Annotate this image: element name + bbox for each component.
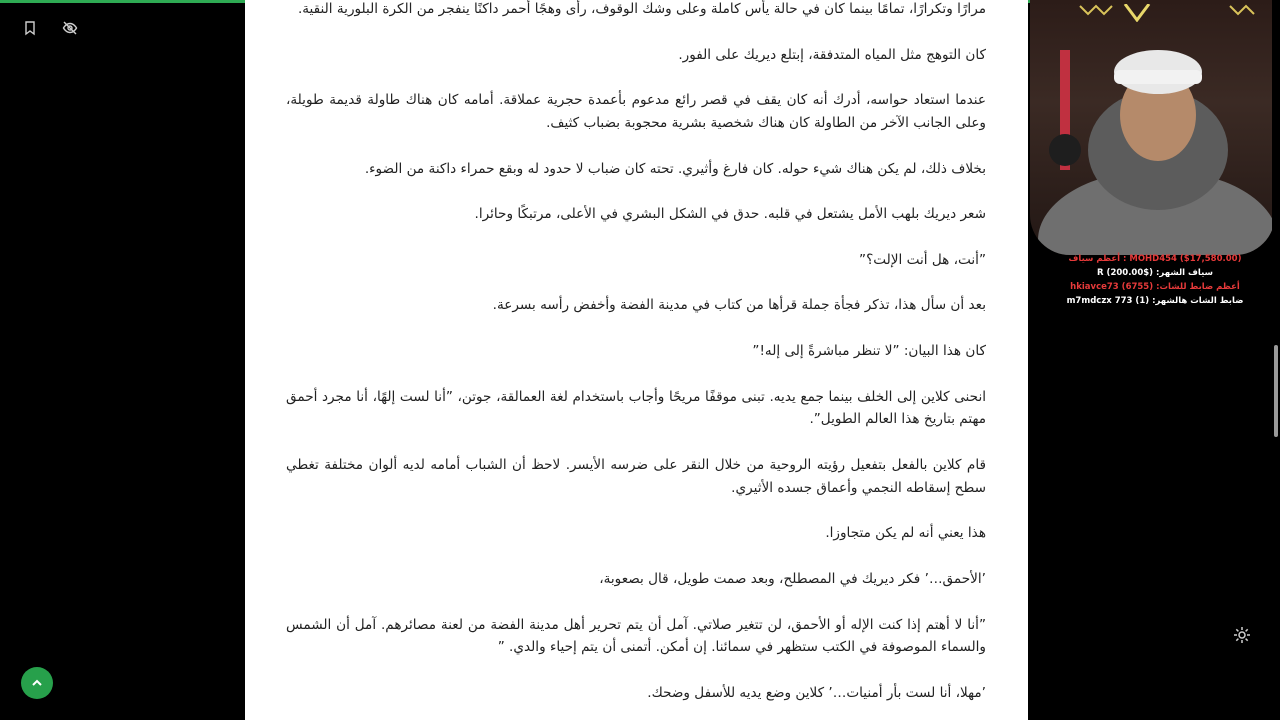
month-chat-text: ضابط الشات هالشهر: (1) m7mdczx 773 [1066,296,1244,306]
chapter-paragraph: هذا يعني أنه لم يكن متجاوزا. [825,525,986,542]
eye-off-icon [62,20,78,36]
chapter-paragraph: ’الأحمق…’ فكر ديريك في المصطلح، وبعد صمت طويل، قال بصعوبة، [599,570,986,587]
scroll-to-top-button[interactable] [21,667,53,699]
chapter-paragraph: كان هذا البيان: ”لا تنظر مباشرةً إلى إله!” [752,342,986,359]
settings-button[interactable] [1232,625,1252,645]
streamer-figure [1030,0,1275,255]
top-supporter-text: MOHD454 ($17,580.00) : أعظم سياف [1068,254,1242,264]
chapter-paragraph: عندما استعاد حواسه، أدرك أنه كان يقف في قصر رائع مدعوم بأعمدة حجرية عملاقة. أمامه كان هناك طاولة قديمة طويلة، وعلى الجانب الآخر من الطاولة كان هناك شخصية بشرية محجوبة بضباب كثيف. [286,92,986,131]
chapter-paragraph: بخلاف ذلك، لم يكن هناك شيء حوله. كان فارغ وأثيري. تحته كان ضباب لا حدود له وبقع حمراء داكنة من الضوء. [364,160,986,177]
chapter-reader[interactable] [245,0,1028,720]
chevron-up-icon [30,676,44,690]
bookmark-button[interactable] [16,14,44,42]
chapter-paragraph: انحنى كلاين إلى الخلف بينما جمع يديه. تبنى موقفًا مريحًا وأجاب باستخدام لغة العمالقة، جوتن، ”أنا لست إلهًا، أنا مجرد أحمق مهتم بتاريخ هذا العالم الطويل”. [286,388,986,428]
bookmark-icon [22,20,38,36]
chapter-paragraph: شعر ديريك بلهب الأمل يشتعل في قلبه. حدق في الشكل البشري في الأعلى، مرتبكًا وحائرا. [474,206,986,223]
gear-icon [1232,625,1252,645]
scrollbar-thumb[interactable] [1274,345,1278,437]
streamer-webcam [1030,0,1275,255]
chapter-paragraph: قام كلاين بالفعل بتفعيل رؤيته الروحية من خلال النقر على ضرسه الأيسر. لاحظ أن الشباب أمامه لديه ألوان مختلفة تغطي سطح إسقاطه النجمي وأعماق جسده الأثيري. [286,456,986,496]
top-chat-text: أعظم ضابط للشات: (6755) hkiavce73 [1070,282,1240,292]
month-supporter-text: سياف الشهر: ($200.00) R [1097,268,1213,278]
chapter-text [286,0,986,720]
chapter-paragraph: بعد أن سأل هذا، تذكر فجأة جملة قرأها من كتاب في مدينة الفضة وأخفض رأسه بسرعة. [492,297,986,314]
chapter-paragraph: كان التوهج مثل المياه المتدفقة، إبتلع ديريك على الفور. [678,46,986,63]
chapter-paragraph: ’مهلا، أنا لست بأر أمنيات…’ كلاين وضع يديه للأسفل وضحك. [647,684,986,701]
chapter-paragraph: ”أنا لا أهتم إذا كنت الإله أو الأحمق، لن تتغير صلاتي. آمل أن يتم تحرير أهل مدينة الفضة من لعنة مصائرهم. آمل أن الشمس والسماء الموصوفة في الكتب ستظهر في سمائنا. إن أمكن. أتمنى أن يتم إحياء والدي. ” [286,616,986,656]
hide-toolbar-button[interactable] [56,14,84,42]
chapter-paragraph: مرارًا وتكرارًا، تمامًا بينما كان في حالة يأس كاملة وعلى وشك الوقوف، رأى وهجًا أحمر داكنًا ينفجر من الكرة البلورية النقية. [297,1,986,17]
stream-overlay [1040,252,1270,308]
chapter-paragraph: ”أنت، هل أنت الإلت؟” [859,251,986,268]
